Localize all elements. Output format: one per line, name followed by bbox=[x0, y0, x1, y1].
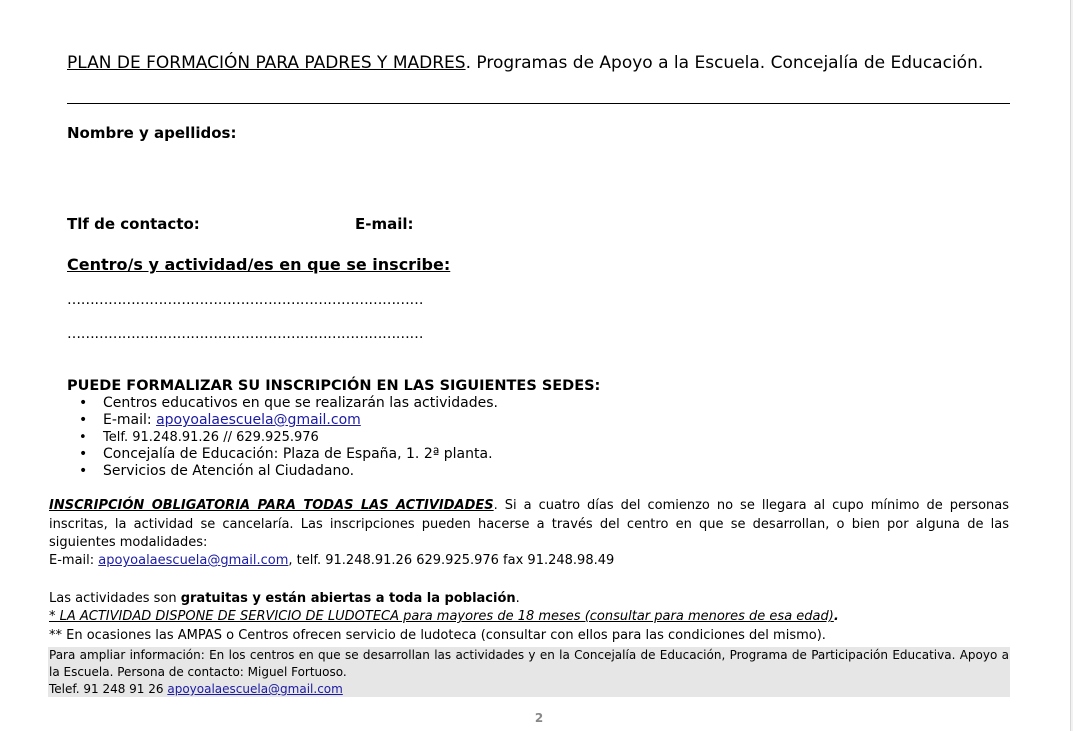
header-title-underlined: PLAN DE FORMACIÓN PARA PADRES Y MADRES bbox=[67, 53, 466, 73]
sedes-email-link[interactable]: apoyoalaescuela@gmail.com bbox=[156, 412, 361, 428]
email-label: E-mail: bbox=[355, 215, 414, 233]
gratis-prefix: Las actividades son bbox=[49, 591, 181, 606]
inscripcion-email-prefix: E-mail: bbox=[49, 553, 99, 568]
document-header bbox=[67, 50, 1010, 76]
sedes-title: PUEDE FORMALIZAR SU INSCRIPCIÓN EN LAS SIGUIENTES SEDES: bbox=[67, 378, 601, 394]
sedes-item-concejalia: Concejalía de Educación: Plaza de España, 1. 2ª planta. bbox=[103, 446, 493, 462]
list-item bbox=[67, 412, 498, 429]
inscripcion-email-suffix: , telf. 91.248.91.26 629.925.976 fax 91.248.98.49 bbox=[288, 553, 615, 568]
sedes-item-email-prefix: E-mail: bbox=[103, 412, 157, 428]
dotted-fill-line-2: …………………………………………………………………… bbox=[67, 326, 424, 342]
name-label: Nombre y apellidos: bbox=[67, 124, 237, 142]
gratis-bold: gratuitas y están abiertas a toda la población bbox=[180, 591, 516, 606]
inscripcion-email-line bbox=[49, 553, 614, 568]
info-email-link[interactable]: apoyoalaescuela@gmail.com bbox=[167, 682, 343, 696]
sedes-list bbox=[67, 395, 498, 480]
list-item bbox=[67, 395, 498, 412]
info-text: Para ampliar información: En los centros en que se desarrollan las actividades y en la Concejalía de Educación, Programa de Participación Educativa. Apoyo a la Escuela. Persona de contacto: Miguel Fortuoso. bbox=[49, 648, 1009, 679]
ludoteca-text: * LA ACTIVIDAD DISPONE DE SERVICIO DE LUDOTECA para mayores de 18 meses (consultar para menores de esa edad) bbox=[49, 609, 834, 624]
dotted-fill-line-1: …………………………………………………………………… bbox=[67, 292, 424, 308]
ampas-note: ** En ocasiones las AMPAS o Centros ofrecen servicio de ludoteca (consultar con ellos para las condiciones del mismo). bbox=[49, 628, 826, 643]
header-title-rest: . Programas de Apoyo a la Escuela. Concejalía de Educación. bbox=[465, 53, 984, 73]
list-item bbox=[67, 429, 498, 446]
ludoteca-end: . bbox=[833, 609, 839, 624]
gratis-suffix: . bbox=[515, 591, 520, 606]
centro-label: Centro/s y actividad/es en que se inscribe: bbox=[67, 255, 451, 274]
inscripcion-obligatoria: INSCRIPCIÓN OBLIGATORIA PARA TODAS LAS ACTIVIDADES bbox=[49, 498, 494, 513]
page-number: 2 bbox=[534, 711, 544, 725]
sedes-item-servicios: Servicios de Atención al Ciudadano. bbox=[103, 463, 355, 479]
list-item bbox=[67, 463, 498, 480]
sedes-item-centros: Centros educativos en que se realizarán las actividades. bbox=[103, 395, 499, 411]
gratuitas-line bbox=[49, 591, 520, 606]
sedes-item-telf: Telf. 91.248.91.26 // 629.925.976 bbox=[103, 430, 319, 445]
inscripcion-text: . Si a cuatro días del comienzo no se llegara al cupo mínimo de personas inscritas, la actividad se cancelaría. Las inscripciones pueden hacerse a través del centro en que se desarrollan, o bien por alguna de las siguientes modalidades: bbox=[49, 498, 1010, 550]
info-tel-prefix: Telef. 91 248 91 26 bbox=[49, 682, 168, 696]
header-divider bbox=[67, 103, 1010, 104]
inscripcion-paragraph bbox=[49, 497, 1009, 553]
list-item bbox=[67, 446, 498, 463]
ludoteca-note bbox=[49, 609, 839, 624]
info-tel-line bbox=[49, 681, 343, 698]
inscripcion-email-link[interactable]: apoyoalaescuela@gmail.com bbox=[98, 553, 289, 568]
tel-label: Tlf de contacto: bbox=[67, 215, 200, 233]
